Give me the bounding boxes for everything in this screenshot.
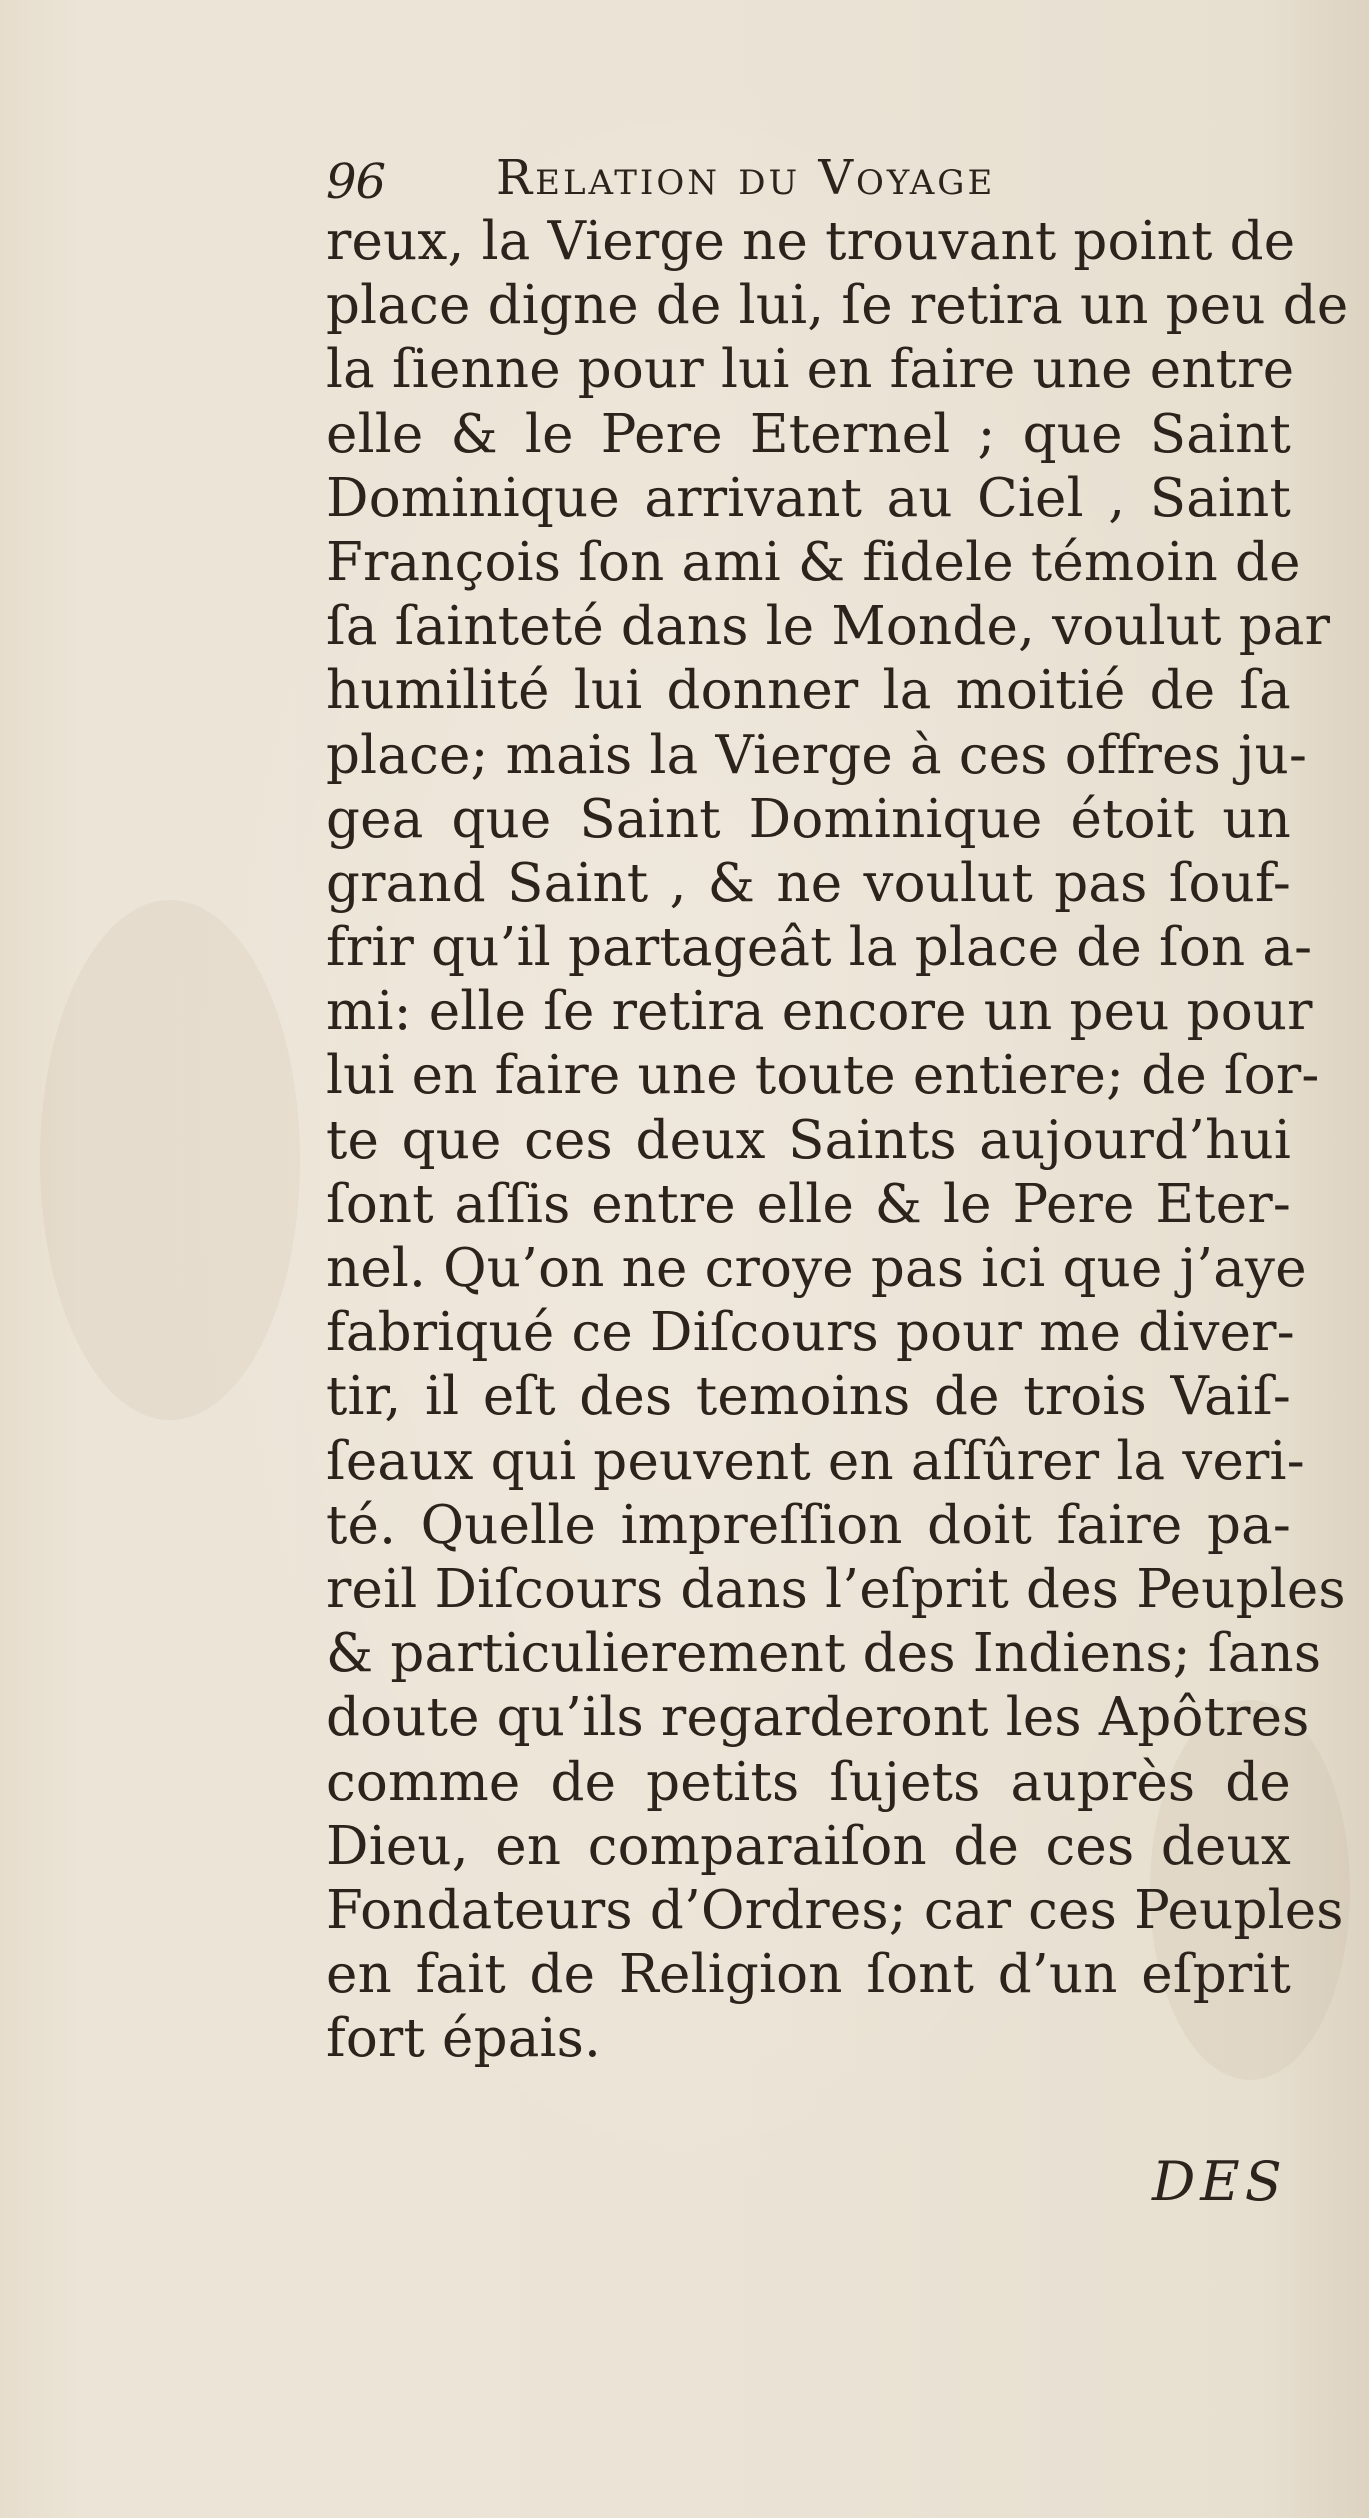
paper-stain [40,900,300,1420]
text-line: en fait de Religion ſont d’un eſprit [326,1944,1291,2006]
text-line: frir qu’il partageât la place de ſon a- [326,917,1313,979]
text-line: reil Diſcours dans l’eſprit des Peuples [326,1558,1346,1620]
page-number: 96 [326,154,386,210]
text-line: ſont aſſis entre elle & le Pere Eter- [326,1173,1291,1235]
text-line: ſa ſainteté dans le Monde, voulut par [326,596,1331,658]
running-head: Relation du Voyage [496,150,996,206]
body-text [326,210,1349,2071]
catchword: DES [1152,2150,1287,2213]
text-line: nel. Qu’on ne croye pas ici que j’aye [326,1238,1307,1299]
text-line: gea que Saint Dominique étoit un [326,788,1291,850]
text-line: & particulierement des Indiens; ſans [326,1623,1322,1685]
text-line: place; mais la Vierge à ces offres ju- [326,724,1308,786]
text-line: ſeaux qui peuvent en aſſûrer la veri- [326,1430,1305,1492]
text-line: la ſienne pour lui en faire une entre [326,339,1295,401]
text-line: mi: elle ſe retira encore un peu pour [326,981,1313,1043]
text-line: té. Quelle impreſſion doit faire pa- [326,1494,1291,1556]
text-line: fort épais. [326,2008,602,2070]
text-line: Dominique arrivant au Ciel , Saint [326,467,1291,529]
text-line: comme de petits ſujets auprès de [326,1751,1291,1813]
text-line: lui en faire une toute entiere; de ſor- [326,1045,1320,1107]
text-line: doute qu’ils regarderont les Apôtres [326,1687,1310,1749]
text-line: tir, il eſt des temoins de trois Vaiſ- [326,1366,1291,1428]
text-line: place digne de lui, ſe retira un peu de [326,275,1349,337]
text-line: te que ces deux Saints aujourd’hui [326,1109,1291,1171]
text-line: grand Saint , & ne voulut pas ſouf- [326,852,1291,914]
text-line: humilité lui donner la moitié de ſa [326,660,1291,722]
text-line: reux, la Vierge ne trouvant point de [326,211,1296,272]
text-line: François ſon ami & fidele témoin de [326,531,1301,593]
text-line: elle & le Pere Eternel ; que Saint [326,403,1291,465]
text-line: Dieu, en comparaiſon de ces deux [326,1815,1291,1877]
text-line: fabriqué ce Diſcours pour me diver- [326,1302,1295,1364]
text-line: Fondateurs d’Ordres; car ces Peuples [326,1879,1344,1941]
